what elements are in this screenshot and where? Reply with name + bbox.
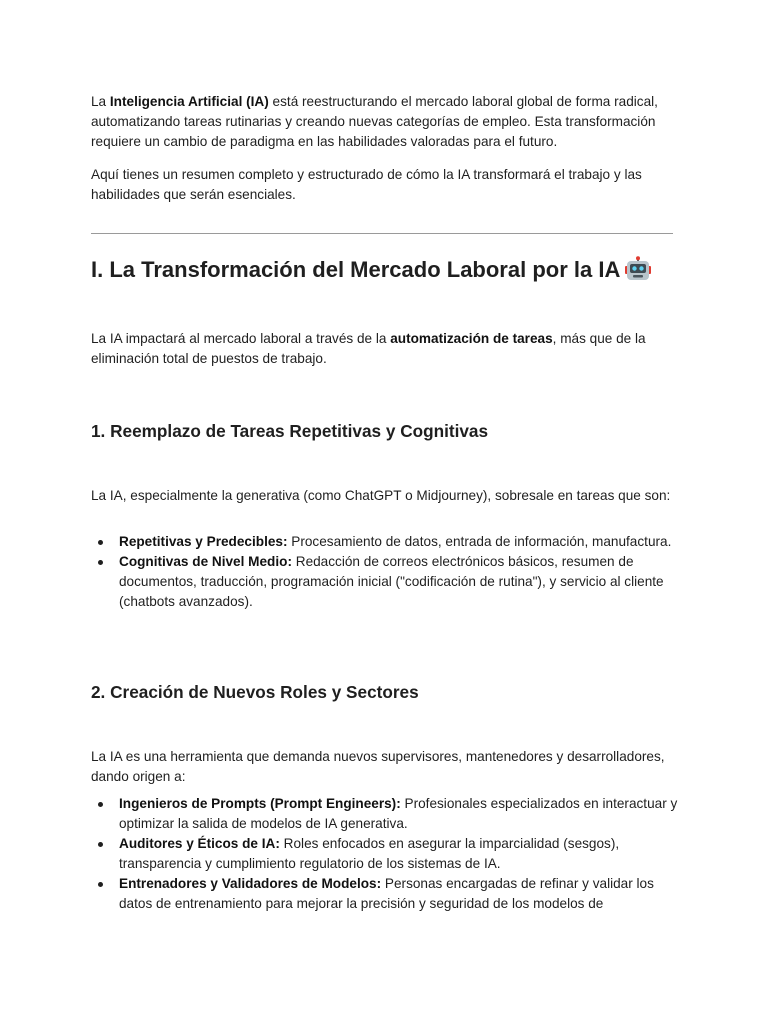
list-item-text: Personas encargadas de refinar y validar los datos de entrenamiento para mejorar la precisión y seguridad de los modelos de — [119, 876, 654, 911]
section-1-para-bold: automatización de tareas — [390, 331, 553, 346]
section-1-title — [91, 253, 731, 292]
list-item — [91, 834, 681, 874]
list-item — [91, 874, 681, 914]
subsection-1-title: 1. Reemplazo de Tareas Repetitivas y Cognitivas — [91, 421, 489, 441]
section-1-paragraph — [91, 329, 681, 369]
list-item-bold: Entrenadores y Validadores de Modelos: — [119, 876, 382, 891]
list-item — [91, 794, 681, 834]
bullet-dot-icon — [98, 882, 103, 887]
bullet-dot-icon — [98, 540, 103, 545]
intro-paragraph-2: Aquí tienes un resumen completo y estructurado de cómo la IA transformará el trabajo y las habilidades que serán esenciales. — [91, 167, 642, 202]
robot-emoji-icon — [624, 256, 652, 292]
list-item-bold: Ingenieros de Prompts (Prompt Engineers): — [119, 796, 401, 811]
subsection-1-list — [91, 532, 681, 612]
bullet-dot-icon — [98, 802, 103, 807]
subsection-2-intro: La IA es una herramienta que demanda nuevos supervisores, mantenedores y desarrolladores, dando origen a: — [91, 749, 665, 784]
section-1-title-text: I. La Transformación del Mercado Laboral por la IA — [91, 257, 621, 282]
subsection-2-title: 2. Creación de Nuevos Roles y Sectores — [91, 682, 419, 702]
list-item-text: Profesionales especializados en interactuar y optimizar la salida de modelos de IA generativa. — [119, 796, 678, 831]
list-item-text: Redacción de correos electrónicos básicos, resumen de documentos, traducción, programación inicial ("codificación de rutina"), y servicio al cliente (chatbots avanzados). — [119, 554, 664, 609]
list-item-bold: Repetitivas y Predecibles: — [119, 534, 288, 549]
section-1-para-prefix: La IA impactará al mercado laboral a través de la — [91, 331, 391, 346]
list-item — [91, 552, 681, 612]
list-item-text: Roles enfocados en asegurar la imparcialidad (sesgos), transparencia y cumplimiento regulatorio de los sistemas de IA. — [119, 836, 620, 871]
subsection-2-list — [91, 794, 681, 914]
intro-p1-prefix: La — [91, 94, 110, 109]
bullet-dot-icon — [98, 560, 103, 565]
intro-p1-bold: Inteligencia Artificial (IA) — [109, 94, 269, 109]
horizontal-divider — [91, 233, 673, 234]
list-item-text: Procesamiento de datos, entrada de información, manufactura. — [287, 534, 672, 549]
list-item-bold: Auditores y Éticos de IA: — [119, 836, 280, 851]
subsection-1-intro: La IA, especialmente la generativa (como ChatGPT o Midjourney), sobresale en tareas que son: — [91, 488, 671, 503]
list-item-bold: Cognitivas de Nivel Medio: — [119, 554, 292, 569]
intro-p1-suffix: está reestructurando el mercado laboral global de forma radical, automatizando tareas rutinarias y creando nuevas categorías de empleo. Esta transformación requiere un cambio de paradigma en las habilidades valoradas para el futuro. — [91, 94, 658, 149]
section-1-para-suffix: , más que de la eliminación total de puestos de trabajo. — [91, 331, 646, 366]
intro-paragraph-1 — [91, 92, 681, 152]
list-item — [91, 532, 681, 552]
bullet-dot-icon — [98, 842, 103, 847]
